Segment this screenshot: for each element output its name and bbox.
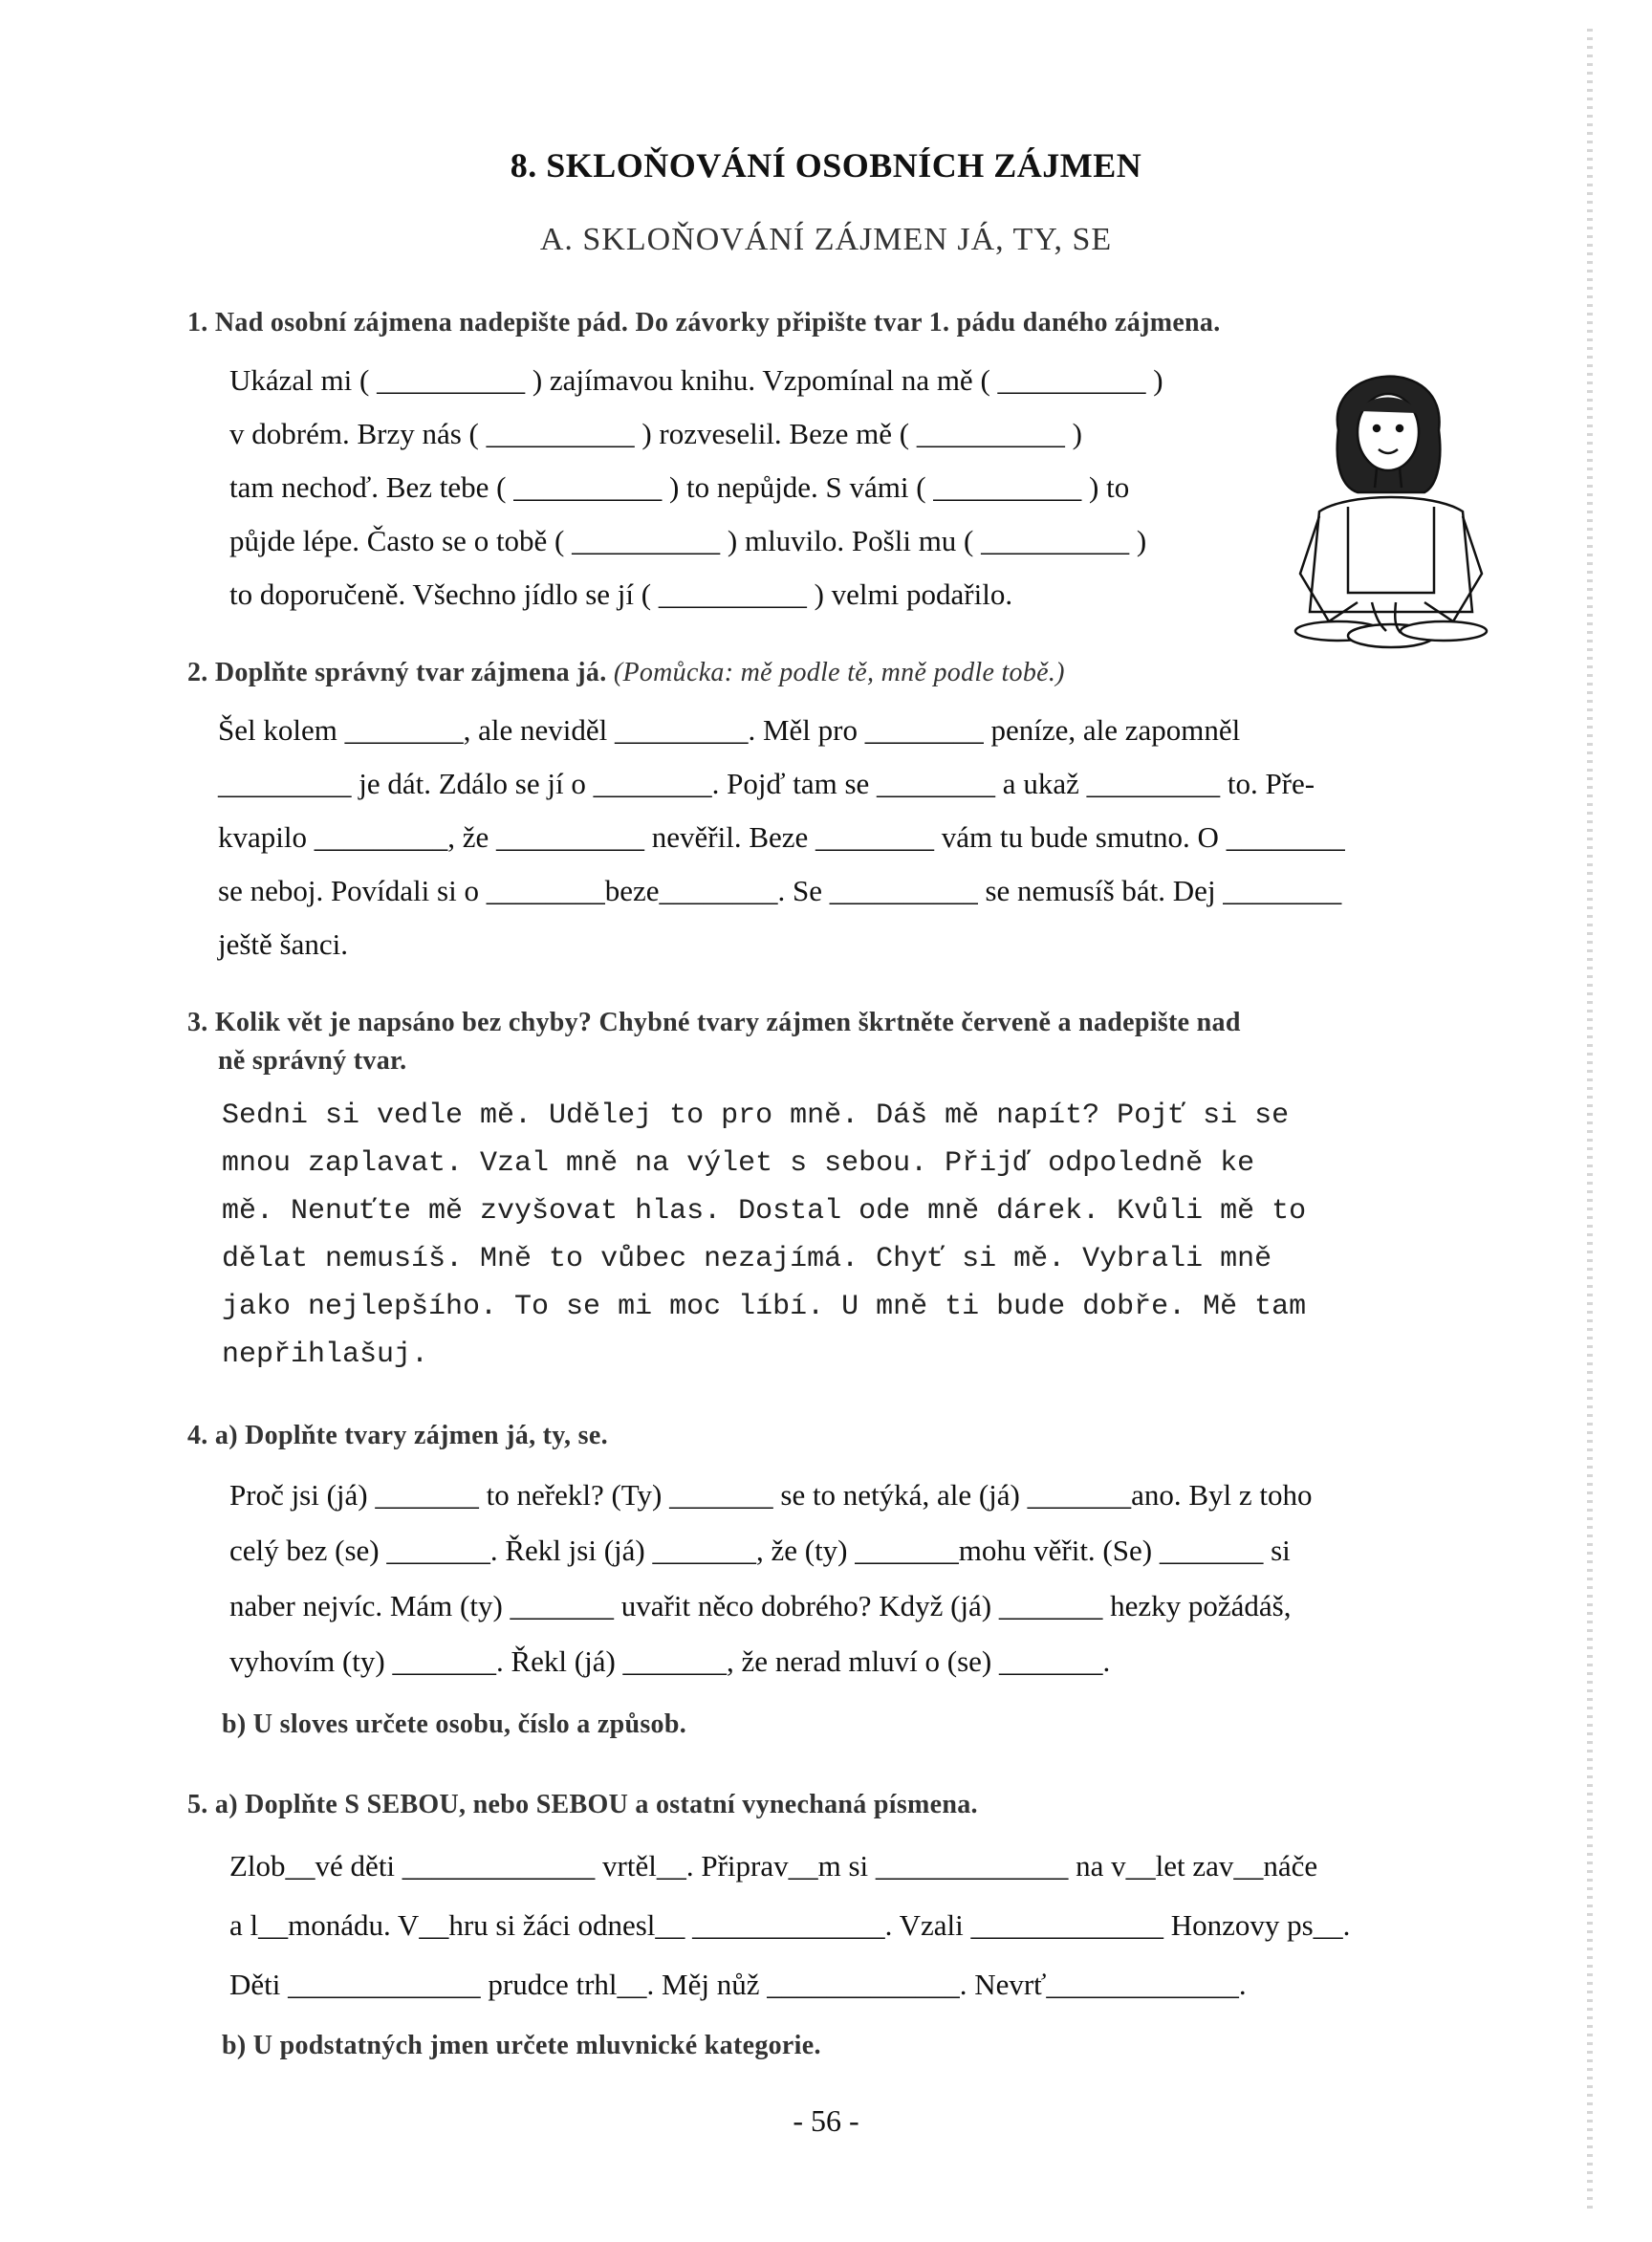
- ex2-line-4: se neboj. Povídali si o ________beze________. Se __________ se nemusíš bát. Dej ________: [218, 874, 1342, 907]
- ex1-line-5: to doporučeně. Všechno jídlo se jí ( __________ ) velmi podařilo.: [229, 577, 1013, 611]
- ex5-line-1: Zlob__vé děti _____________ vrtěl__. Připrav__m si _____________ na v__let zav__náče: [229, 1849, 1318, 1883]
- ex3-line-2: mnou zaplavat. Vzal mně na výlet s sebou. Přijď odpoledně ke: [222, 1147, 1255, 1180]
- ex3-line-5: jako nejlepšího. To se mi moc líbí. U mně ti bude dobře. Mě tam: [222, 1291, 1307, 1323]
- ex3-instruction-1: 3. Kolik vět je napsáno bez chyby? Chybné tvary zájmen škrtněte červeně a nadepište nad: [187, 1008, 1241, 1037]
- ex4-line-1: Proč jsi (já) _______ to neřekl? (Ty) _______ se to netýká, ale (já) _______ano. Byl z toho: [229, 1478, 1313, 1512]
- ex1-line-1: Ukázal mi ( __________ ) zajímavou knihu. Vzpomínal na mě ( __________ ): [229, 363, 1163, 397]
- ex4-line-4: vyhovím (ty) _______. Řekl (já) _______, že nerad mluví o (se) _______.: [229, 1644, 1111, 1678]
- page-title: 8. SKLOŇOVÁNÍ OSOBNÍCH ZÁJMEN: [510, 146, 1142, 185]
- ex4-line-3: naber nejvíc. Mám (ty) _______ uvařit něco dobrého? Když (já) _______ hezky požádáš,: [229, 1589, 1292, 1622]
- ex5-instruction-a: 5. a) Doplňte S SEBOU, nebo SEBOU a ostatní vynechaná písmena.: [187, 1790, 978, 1819]
- ex4-instruction-b: b) U sloves určete osobu, číslo a způsob.: [222, 1709, 686, 1739]
- ex2-line-3: kvapilo _________, že __________ nevěřil. Beze ________ vám tu bude smutno. O ________: [218, 820, 1345, 854]
- ex5-line-2: a l__monádu. V__hru si žáci odnesl__ _____________. Vzali _____________ Honzovy ps__.: [229, 1908, 1351, 1942]
- ex1-line-3: tam nechoď. Bez tebe ( __________ ) to nepůjde. S vámi ( __________ ) to: [229, 470, 1130, 504]
- ex1-line-4: půjde lépe. Často se o tobě ( __________ ) mluvilo. Pošli mu ( __________ ): [229, 524, 1147, 557]
- ex2-line-2: _________ je dát. Zdálo se jí o ________. Pojď tam se ________ a ukaž _________ to. Pře-: [218, 767, 1315, 800]
- woman-illustration: [1281, 344, 1501, 660]
- ex5-line-3: Děti _____________ prudce trhl__. Měj nůž _____________. Nevrť_____________.: [229, 1968, 1247, 2001]
- ex2-hint: (Pomůcka: mě podle tě, mně podle tobě.): [613, 658, 1065, 687]
- ex2-instruction-text: 2. Doplňte správný tvar zájmena já.: [187, 658, 607, 687]
- ex1-line-2: v dobrém. Brzy nás ( __________ ) rozveselil. Beze mě ( __________ ): [229, 417, 1082, 450]
- ex3-instruction-2: ně správný tvar.: [218, 1046, 407, 1076]
- ex4-line-2: celý bez (se) _______. Řekl jsi (já) _______, že (ty) _______mohu věřit. (Se) _______ si: [229, 1534, 1291, 1567]
- ex3-line-3: mě. Nenuťte mě zvyšovat hlas. Dostal ode mně dárek. Kvůli mě to: [222, 1195, 1307, 1228]
- ex1-instruction: 1. Nad osobní zájmena nadepište pád. Do závorky připište tvar 1. pádu daného zájmena.: [187, 308, 1221, 337]
- ex5-instruction-b: b) U podstatných jmen určete mluvnické kategorie.: [222, 2031, 821, 2060]
- ex3-line-1: Sedni si vedle mě. Udělej to pro mně. Dáš mě napít? Pojť si se: [222, 1099, 1290, 1132]
- ex4-instruction-a: 4. a) Doplňte tvary zájmen já, ty, se.: [187, 1421, 608, 1450]
- scan-edge-noise: [1587, 29, 1593, 2209]
- ex2-line-5: ještě šanci.: [218, 927, 349, 961]
- section-subtitle: A. SKLOŇOVÁNÍ ZÁJMEN JÁ, TY, SE: [539, 222, 1113, 257]
- ex3-line-4: dělat nemusíš. Mně to vůbec nezajímá. Chyť si mě. Vybrali mně: [222, 1243, 1272, 1275]
- page-number: - 56 -: [793, 2103, 859, 2138]
- ex2-instruction: [187, 658, 1065, 688]
- ex2-line-1: Šel kolem ________, ale neviděl _________. Měl pro ________ peníze, ale zapomněl: [218, 713, 1241, 747]
- ex3-line-6: nepřihlašuj.: [222, 1339, 429, 1371]
